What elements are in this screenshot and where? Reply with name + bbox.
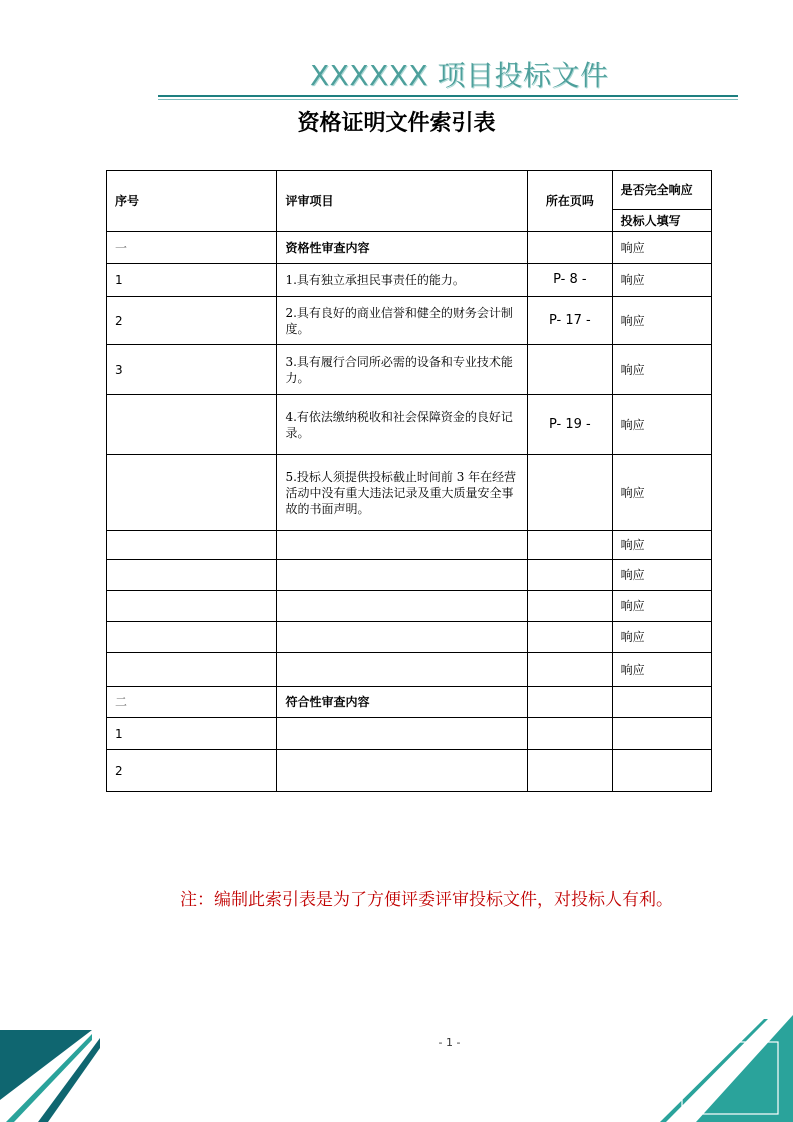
row-response — [612, 718, 711, 750]
row-seq — [107, 591, 277, 622]
row-item: 1.具有独立承担民事责任的能力。 — [277, 264, 528, 297]
table-row — [107, 531, 712, 560]
qualification-index-table — [106, 170, 712, 792]
row-seq — [107, 395, 277, 455]
row-page — [528, 653, 613, 687]
table-row — [107, 264, 712, 297]
project-header-title: XXXXXX 项目投标文件 — [310, 59, 609, 92]
row-response: 响应 — [612, 232, 711, 264]
row-seq — [107, 455, 277, 531]
row-item — [277, 750, 528, 792]
row-item — [277, 591, 528, 622]
row-response: 响应 — [612, 531, 711, 560]
row-page — [528, 718, 613, 750]
row-page — [528, 687, 613, 718]
header-rule-thin — [158, 99, 738, 100]
table-row — [107, 687, 712, 718]
header-seq: 序号 — [107, 171, 277, 232]
row-response — [612, 687, 711, 718]
document-title: 资格证明文件索引表 — [297, 111, 496, 136]
row-response: 响应 — [612, 560, 711, 591]
table-row — [107, 750, 712, 792]
row-item: 2.具有良好的商业信誉和健全的财务会计制度。 — [277, 297, 528, 345]
row-seq — [107, 622, 277, 653]
row-response: 响应 — [612, 622, 711, 653]
row-item: 4.有依法缴纳税收和社会保障资金的良好记录。 — [277, 395, 528, 455]
row-seq: 2 — [107, 297, 277, 345]
table-row — [107, 653, 712, 687]
table-header-row — [107, 171, 712, 210]
table-row — [107, 560, 712, 591]
header-page: 所在页吗 — [528, 171, 613, 232]
footer-note: 注：编制此索引表是为了方便评委评审投标文件，对投标人有利。 — [180, 890, 673, 910]
row-item: 符合性审查内容 — [277, 687, 528, 718]
header-rule — [158, 95, 738, 97]
row-response — [612, 750, 711, 792]
row-page: P- 19 - — [528, 395, 613, 455]
row-item: 5.投标人须提供投标截止时间前 3 年在经营活动中没有重大违法记录及重大质量安全事故的书面声明。 — [277, 455, 528, 531]
table-row — [107, 455, 712, 531]
row-item — [277, 622, 528, 653]
header-fill: 投标人填写 — [612, 210, 711, 232]
row-seq: 一 — [107, 232, 277, 264]
row-page — [528, 345, 613, 395]
row-page — [528, 455, 613, 531]
row-seq — [107, 531, 277, 560]
corner-stripes-right — [660, 1015, 793, 1122]
row-response: 响应 — [612, 455, 711, 531]
table-row — [107, 297, 712, 345]
row-item: 3.具有履行合同所必需的设备和专业技术能力。 — [277, 345, 528, 395]
row-seq — [107, 560, 277, 591]
row-item: 资格性审查内容 — [277, 232, 528, 264]
corner-stripes-left — [0, 1030, 100, 1122]
row-page: P- 17 - — [528, 297, 613, 345]
table-row — [107, 622, 712, 653]
table-row — [107, 591, 712, 622]
table-row — [107, 718, 712, 750]
row-page — [528, 560, 613, 591]
row-page — [528, 622, 613, 653]
row-seq: 3 — [107, 345, 277, 395]
row-seq — [107, 653, 277, 687]
row-item — [277, 653, 528, 687]
header-item: 评审项目 — [277, 171, 528, 232]
table-row — [107, 232, 712, 264]
table-row — [107, 345, 712, 395]
row-item — [277, 531, 528, 560]
row-seq: 1 — [107, 264, 277, 297]
row-seq: 1 — [107, 718, 277, 750]
row-response: 响应 — [612, 395, 711, 455]
row-response: 响应 — [612, 345, 711, 395]
row-seq: 二 — [107, 687, 277, 718]
row-response: 响应 — [612, 591, 711, 622]
page-number: - 1 - — [438, 1036, 461, 1049]
table-row — [107, 395, 712, 455]
row-page — [528, 750, 613, 792]
row-page — [528, 531, 613, 560]
row-item — [277, 718, 528, 750]
row-page: P- 8 - — [528, 264, 613, 297]
row-seq: 2 — [107, 750, 277, 792]
header-response: 是否完全响应 — [612, 171, 711, 210]
row-response: 响应 — [612, 264, 711, 297]
row-response: 响应 — [612, 297, 711, 345]
row-response: 响应 — [612, 653, 711, 687]
row-item — [277, 560, 528, 591]
row-page — [528, 232, 613, 264]
row-page — [528, 591, 613, 622]
